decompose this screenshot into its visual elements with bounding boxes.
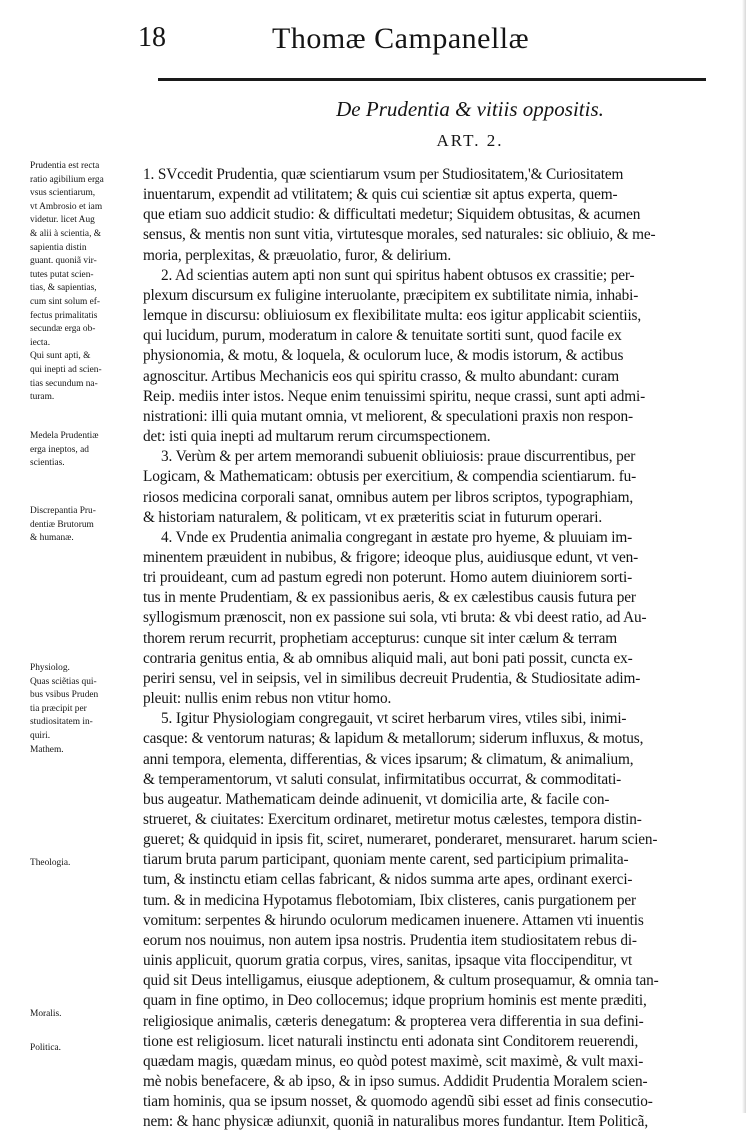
margin-note-line: Quas sciẽtias qui- [30, 676, 97, 687]
margin-note-line: dentiæ Brutorum [30, 519, 94, 530]
note-discrepantia [30, 505, 140, 546]
margin-note-line: vt Ambrosio et iam [30, 201, 103, 212]
text-line: casque: & ventorum naturas; & lapidum & metallorum; siderum influxus, & motus, [143, 730, 644, 748]
margin-note-line: secundæ erga ob- [30, 324, 96, 335]
margin-note-line: iecta. [30, 337, 51, 348]
header-rule [158, 78, 706, 81]
margin-note-line: Medela Prudentiæ [30, 431, 99, 441]
text-line: syllogismum prænoscit, non ex passione sui sola, vti bruta: & vbi deest ratio, ad Au- [143, 609, 647, 627]
text-line: agnoscitur. Artibus Mechanicis eos qui spiritu crasso, & multo abundant: curam [143, 367, 620, 385]
paragraph-3 [143, 447, 699, 528]
text-line: tum. & in medicina Hypotamus flebotomiam, Ibix clisteres, canis purgationem per [143, 891, 636, 909]
text-line: tum, & instinctu etiam cellas fabricant, & nidos summa arte apes, ordinant exerci- [143, 871, 633, 889]
margin-note-line: quiri. [30, 730, 51, 741]
text-line: plexum discursum ex fuligine interuolante, præcipitem ex subtilitate nimia, inhabi- [143, 286, 639, 304]
text-line: & historiam naturalem, & politicam, vt ex præteritis sciat in futurum operari. [143, 508, 602, 526]
note-medela [30, 430, 140, 471]
text-line: tiarum bruta parum participant, quoniam mente carent, sed participium primalita- [143, 851, 629, 869]
text-line: periri sensu, vel in seipsis, vel in similibus decreuit Prudentia, & Studiositate adim- [143, 669, 641, 687]
text-line: 4. Vnde ex Prudentia animalia congregant in æstate pro hyeme, & pluuiam im- [161, 528, 633, 546]
margin-note-line: Politica. [30, 1043, 61, 1053]
body-text [143, 165, 699, 1133]
paragraph-4 [143, 528, 699, 709]
text-line: vomitum: serpentes & hirundo oculorum medicamen inuenere. Attamen vti inuentis [143, 911, 644, 929]
margin-note-line: qui inepti ad scien- [30, 364, 102, 375]
text-line: religiosique animalis, cæteris denegatum: & propterea vera differentia in sua defini- [143, 1012, 644, 1030]
margin-note-line: tias, & sapientias, [30, 283, 97, 294]
page-number: 18 [138, 22, 166, 53]
text-line: physionomia, & motu, & loquela, & oculorum luce, & modis istorum, & actibus [143, 347, 624, 365]
text-line: pleuit: nullis enim rebus non vtitur homo. [143, 690, 392, 708]
text-line: quid sit Deus intelligamus, eiusque adeptionem, & cultum prosequamur, & omnia tan- [143, 972, 659, 990]
margin-note-line: ratio agibilium erga [30, 174, 104, 185]
text-line: quædam magis, quædam minus, eo quòd potest maximè, scit maximè, & vult maxi- [143, 1052, 644, 1070]
text-line: bus augeatur. Mathematicam deinde adinuenit, vt domicilia arte, & facile con- [143, 790, 610, 808]
text-line: 5. Igitur Physiologiam congregauit, vt sciret herbarum vires, vtiles sibi, inimi- [161, 710, 627, 728]
text-line: lemque in discursu: obliuiosum ex flexibilitate multa: eos igitur applicabit scientiis, [143, 307, 642, 325]
text-line: 1. SVccedit Prudentia, quæ scientiarum vsum per Studiositatem,'& Curiositatem [143, 166, 624, 183]
margin-note-line: & humanæ. [30, 533, 74, 544]
text-line: que etiam suo addicit studio: & difficultati medetur; Siquidem obtusitas, & acumen [143, 206, 641, 224]
text-line: strueret, & ciuitates: Exercitum ordinaret, metiretur motus cælestes, tempora distin- [143, 811, 642, 828]
paragraph-5 [143, 709, 699, 1132]
text-line: tri prouideant, cum ad pastum egredi non poterunt. Homo autem diuiniorem sorti- [143, 569, 633, 587]
margin-note-line: & alii à scientia, & [30, 228, 102, 239]
text-line: moria, perplexitas, & præuolatio, furor, & delirium. [143, 246, 452, 264]
margin-note-line: sapientia distin [30, 242, 87, 253]
text-line: tiam hominis, qua se ipsum nosset, & quomodo agendũ sibi esset ad finis consecutio- [143, 1093, 653, 1111]
text-line: 3. Verùm & per artem memorandi subuenit obliuiosis: praue discurrentibus, per [161, 448, 636, 466]
text-line: riosos medicina corporali sanat, omnibus autem per libros scriptos, typographiam, [143, 488, 633, 506]
section-title: De Prudentia & vitiis oppositis. [336, 97, 604, 121]
margin-note-line: scientias. [30, 458, 65, 469]
note-physiolog [30, 662, 140, 757]
margin-note-line: Prudentia est recta [30, 161, 100, 171]
margin-note-line: turam. [30, 392, 55, 403]
note-prudentia-definition [30, 160, 140, 405]
article-number: ART. 2. [436, 131, 504, 150]
margin-note-line: Mathem. [30, 744, 64, 755]
text-line: contraria genitus entia, & ab omnibus aliquid mali, aut boni pati possit, cuncta ex- [143, 649, 633, 667]
text-line: nem: & hanc physicæ adiunxit, quoniã in naturalibus mores fundantur. Item Politicã, [143, 1113, 649, 1131]
text-line: tione est religiosum. licet naturali instinctu enti adonata sint Conditorem reuerendi, [143, 1032, 639, 1050]
scan-edge [742, 0, 746, 1113]
margin-note-line: vsus scientiarum, [30, 188, 96, 199]
margin-note-line: Moralis. [30, 1009, 62, 1019]
text-line: & temperamentorum, vt saluti consulat, infirmitatibus occurrat, & commoditati- [143, 770, 622, 788]
note-moralis [30, 1008, 140, 1022]
margin-note-line: studiositatem in- [30, 717, 93, 728]
page-header [0, 18, 746, 58]
text-line: anni tempora, elementa, differentias, & vices ipsarum; & climatum, & animalium, [143, 750, 634, 768]
text-line: nistrationi: illi quia mutant omnia, vt meliorent, & speculationi praxis non respon- [143, 407, 633, 425]
paragraph-1 [143, 165, 699, 266]
text-line: minentem præuident in nubibus, & frigore; ideoque plus, auidiusque edunt, vt ven- [143, 548, 639, 566]
running-head: Thomæ Campanellæ [272, 22, 530, 55]
margin-note-line: fectus primalitatis [30, 310, 98, 321]
margin-note-line: videtur. licet Aug [30, 215, 95, 226]
margin-note-line: bus vsibus Pruden [30, 690, 99, 701]
text-line: gueret; & quidquid in ipsis fit, sciret, numeraret, ponderaret, mensuraret. harum scien- [143, 831, 658, 849]
margin-note-line: tutes putat scien- [30, 269, 94, 280]
text-line: thorem rerum recurrit, prophetiam accepturus: cunque sit inter cælum & terram [143, 629, 617, 647]
paragraph-2 [143, 266, 699, 447]
note-politica [30, 1042, 140, 1056]
margin-note-line: tia præcipit per [30, 703, 87, 714]
text-line: det: isti quia inepti ad multarum rerum circumspectionem. [143, 428, 491, 446]
text-line: inuentarum, expendit ad vtilitatem; & quis cui scientiæ sit aptus experta, quem- [143, 186, 618, 204]
text-line: eorum nos nouimus, non autem ipsa nostris. Prudentia item studiositatem rebus di- [143, 931, 637, 949]
margin-note-line: erga ineptos, ad [30, 444, 89, 455]
margin-note-line: Theologia. [30, 858, 71, 868]
text-line: Logicam, & Mathematicam: obtusis per exercitium, & compendia scientiarum. fu- [143, 468, 637, 486]
margin-note-line: guant. quoniã vir- [30, 256, 97, 267]
text-line: uinis applicuit, quorum gratia corpus, vires, sanitas, ipsaque vita floccipenditur, vt [143, 952, 633, 970]
note-theologia [30, 857, 140, 871]
margin-note-line: Qui sunt apti, & [30, 351, 91, 362]
text-line: 2. Ad scientias autem apti non sunt qui spiritus habent obtusos ex crassitie; per- [161, 266, 635, 284]
margin-note-line: Physiolog. [30, 663, 70, 673]
text-line: sensus, & mentis non sunt vitia, virtutesque morales, sed naturales: sic obliuio, & me- [143, 226, 656, 244]
text-line: mè nobis benefacere, & ab ipso, & in ipso sumus. Addidit Prudentia Moralem scien- [143, 1073, 648, 1091]
text-line: Reip. mediis inter istos. Neque enim tenuissimi spiritu, neque crassi, sunt apti admi- [143, 387, 646, 405]
text-line: qui lucidum, purum, moderatum in calore & tenuitate sortiti sunt, quod facile ex [143, 327, 622, 345]
margin-note-line: Discrepantia Pru- [30, 506, 96, 516]
text-line: tus in mente Prudentiam, & ex passionibus aeris, & ex cælestibus causis futura per [143, 589, 636, 607]
margin-note-line: tias secundum na- [30, 378, 98, 389]
text-line: quam in fine optimo, in Deo collocemus; idque proprium hominis est mente præditi, [143, 992, 647, 1010]
margin-note-line: cum sint solum ef- [30, 296, 101, 307]
